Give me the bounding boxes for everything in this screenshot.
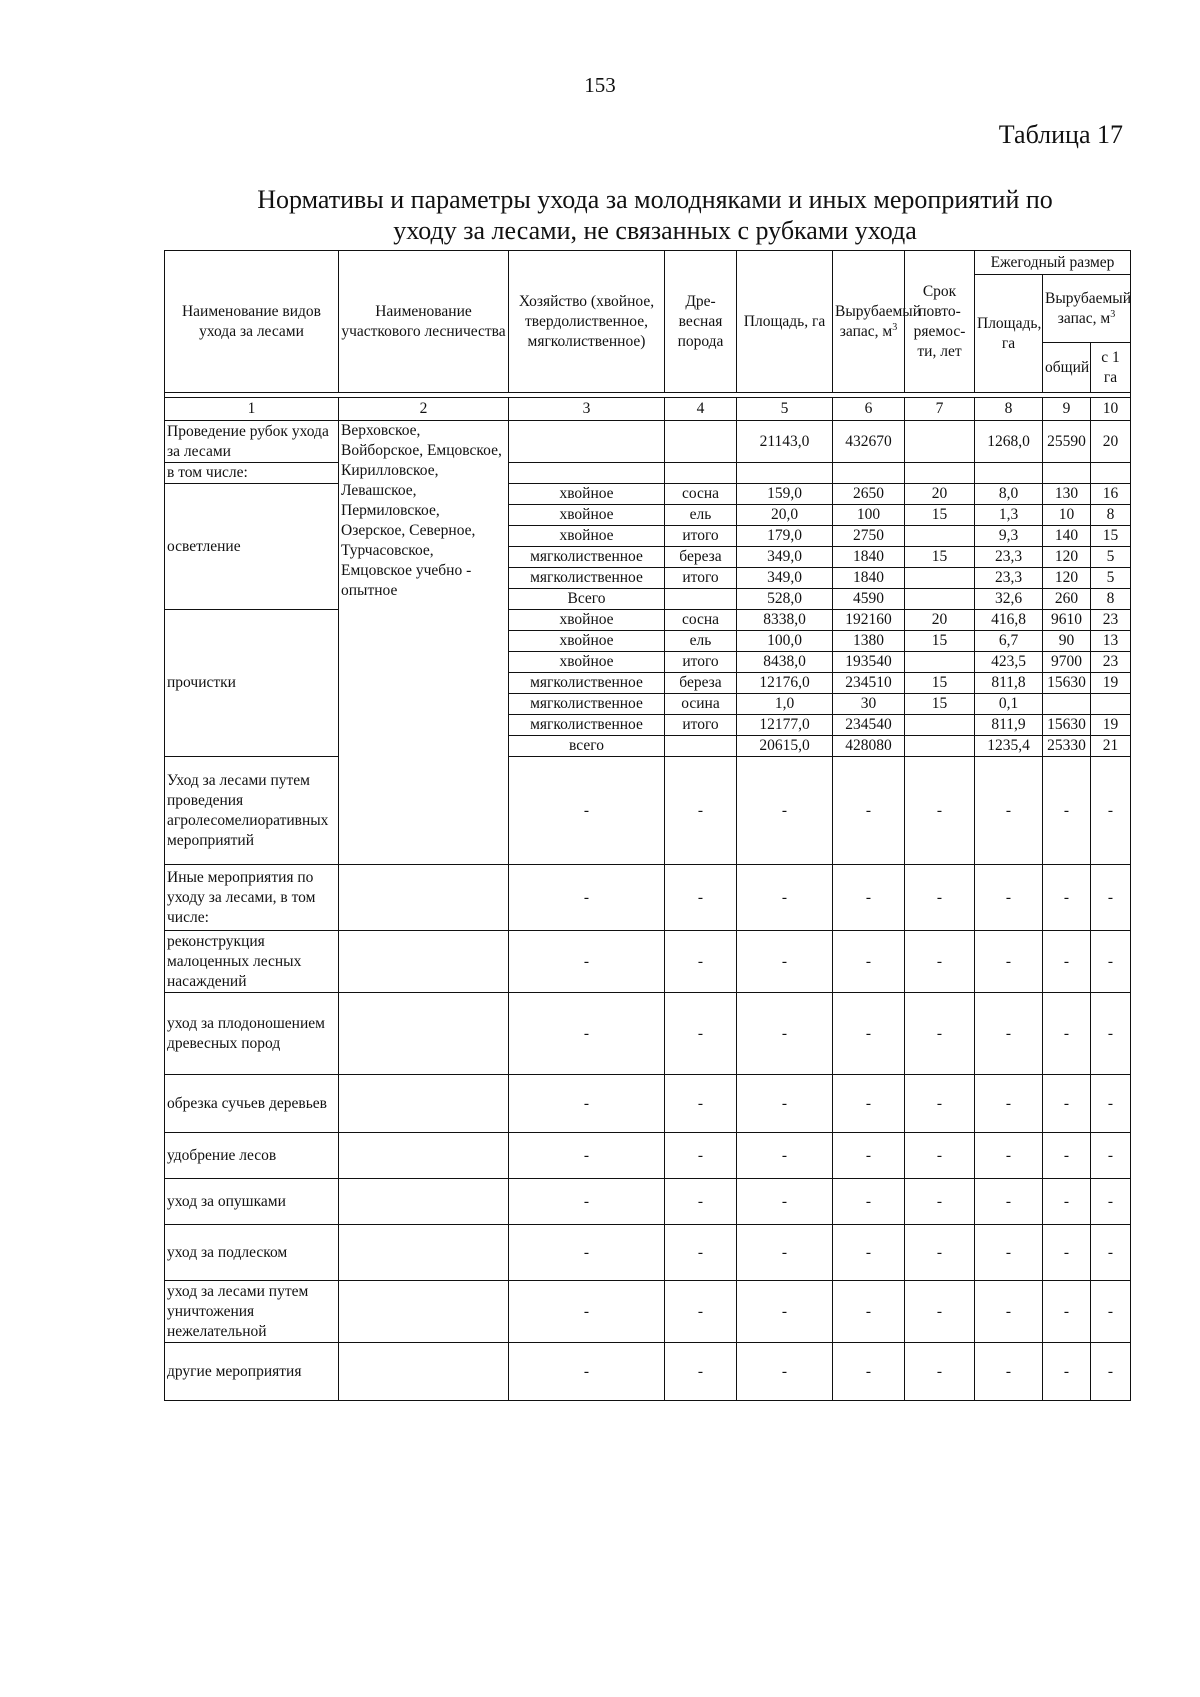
column-number: 3: [509, 398, 665, 421]
empty-cell: [833, 463, 905, 484]
cell-area: 21143,0: [737, 421, 833, 463]
activity-name: удобрение лесов: [165, 1133, 339, 1179]
cell-per-ha: 8: [1091, 505, 1131, 526]
cell-species: [665, 589, 737, 610]
cell-annual-area: 9,3: [975, 526, 1043, 547]
header-col-8: Площадь, га: [975, 275, 1043, 393]
header-col-4: Дре-весная порода: [665, 251, 737, 393]
dash-cell: -: [975, 993, 1043, 1075]
dash-cell: -: [975, 1179, 1043, 1225]
cell-volume: 1380: [833, 631, 905, 652]
cell-period: 15: [905, 547, 975, 568]
cell-per-ha: 19: [1091, 715, 1131, 736]
dash-cell: -: [905, 1179, 975, 1225]
cell-period: 15: [905, 631, 975, 652]
cell-species: ель: [665, 631, 737, 652]
table-row: [165, 421, 1131, 463]
header-col-3: Хозяйство (хвойное, твердолиственное, мягколиственное): [509, 251, 665, 393]
cell-annual-total: 9700: [1043, 652, 1091, 673]
cell-volume: 234510: [833, 673, 905, 694]
cell-annual-total: [1043, 694, 1091, 715]
dash-cell: -: [737, 1343, 833, 1401]
cell-period: [905, 652, 975, 673]
cell-farm: всего: [509, 736, 665, 757]
column-number: 8: [975, 398, 1043, 421]
dash-cell: -: [905, 1281, 975, 1343]
table-row: [165, 1281, 1131, 1343]
cell-period: 15: [905, 505, 975, 526]
dash-cell: -: [1091, 931, 1131, 993]
dash-cell: -: [737, 1133, 833, 1179]
dash-cell: -: [833, 1075, 905, 1133]
cell-farm: хвойное: [509, 652, 665, 673]
activity-name: уход за подлеском: [165, 1225, 339, 1281]
dash-cell: -: [905, 757, 975, 865]
dash-cell: -: [509, 865, 665, 931]
column-number: 4: [665, 398, 737, 421]
cell-species: береза: [665, 673, 737, 694]
dash-cell: -: [833, 865, 905, 931]
cell-volume: 2650: [833, 484, 905, 505]
empty-cell: [339, 1075, 509, 1133]
dash-cell: -: [1043, 1225, 1091, 1281]
dash-cell: -: [833, 931, 905, 993]
cell-annual-area: 32,6: [975, 589, 1043, 610]
dash-cell: -: [905, 1075, 975, 1133]
dash-cell: -: [1043, 757, 1091, 865]
header-col-7: Срок повто-ряемос-ти, лет: [905, 251, 975, 393]
dash-cell: -: [509, 931, 665, 993]
cell-volume: 100: [833, 505, 905, 526]
dash-cell: -: [737, 1179, 833, 1225]
cell-period: 15: [905, 694, 975, 715]
cell-annual-total: 25330: [1043, 736, 1091, 757]
column-number: 10: [1091, 398, 1131, 421]
cell-annual-area: 1268,0: [975, 421, 1043, 463]
empty-cell: [339, 1281, 509, 1343]
dash-cell: -: [665, 1075, 737, 1133]
dash-cell: -: [1043, 931, 1091, 993]
osvetlenie-name: осветление: [165, 484, 339, 610]
table-row: [165, 1179, 1131, 1225]
dash-cell: -: [509, 1133, 665, 1179]
table-title-line-1: Нормативы и параметры ухода за молодняками и иных мероприятий по: [257, 185, 1053, 214]
header-col-9: общий: [1043, 343, 1091, 393]
cell-farm: мягколиственное: [509, 568, 665, 589]
empty-cell: [509, 463, 665, 484]
cell-annual-area: 23,3: [975, 568, 1043, 589]
cell-annual-area: 1235,4: [975, 736, 1043, 757]
cell-area: 349,0: [737, 547, 833, 568]
table-row: [165, 757, 1131, 865]
cell-annual-total: 260: [1043, 589, 1091, 610]
dash-cell: -: [737, 1075, 833, 1133]
header-col-2: Наименование участкового лесничества: [339, 251, 509, 393]
dash-cell: -: [905, 1133, 975, 1179]
cell-per-ha: 19: [1091, 673, 1131, 694]
cell-species: [665, 421, 737, 463]
dash-cell: -: [737, 931, 833, 993]
table-title-line-2: уходу за лесами, не связанных с рубками ухода: [393, 216, 917, 245]
dash-cell: -: [665, 1343, 737, 1401]
table-row: [165, 931, 1131, 993]
cell-area: 20,0: [737, 505, 833, 526]
cell-annual-total: 15630: [1043, 673, 1091, 694]
cell-annual-total: 10: [1043, 505, 1091, 526]
cell-period: [905, 736, 975, 757]
cell-volume: 2750: [833, 526, 905, 547]
cell-volume: 4590: [833, 589, 905, 610]
empty-cell: [339, 1179, 509, 1225]
cell-species: береза: [665, 547, 737, 568]
empty-cell: [339, 931, 509, 993]
cell-annual-total: 9610: [1043, 610, 1091, 631]
dash-cell: -: [1043, 1075, 1091, 1133]
dash-cell: -: [833, 1343, 905, 1401]
table-row: [165, 463, 1131, 484]
dash-cell: -: [509, 1281, 665, 1343]
cell-volume: 193540: [833, 652, 905, 673]
cell-annual-area: 811,8: [975, 673, 1043, 694]
header-volume-sup: 3: [1110, 308, 1116, 320]
cell-per-ha: 23: [1091, 652, 1131, 673]
dash-cell: -: [1091, 1225, 1131, 1281]
column-number: 5: [737, 398, 833, 421]
cell-farm: хвойное: [509, 610, 665, 631]
header-col-6-sup: 3: [892, 321, 898, 333]
dash-cell: -: [833, 1179, 905, 1225]
table-row: [165, 1133, 1131, 1179]
dash-cell: -: [833, 1133, 905, 1179]
dash-cell: -: [737, 1281, 833, 1343]
column-number: 6: [833, 398, 905, 421]
dash-cell: -: [509, 1225, 665, 1281]
cell-volume: 1840: [833, 568, 905, 589]
cell-per-ha: 21: [1091, 736, 1131, 757]
cell-species: [665, 736, 737, 757]
dash-cell: -: [975, 931, 1043, 993]
column-number: 1: [165, 398, 339, 421]
dash-cell: -: [1043, 1281, 1091, 1343]
prochistki-name: прочистки: [165, 610, 339, 757]
empty-cell: [1091, 463, 1131, 484]
cell-annual-area: 811,9: [975, 715, 1043, 736]
dash-cell: -: [665, 1179, 737, 1225]
table-row: [165, 1343, 1131, 1401]
cell-annual-area: 1,3: [975, 505, 1043, 526]
dash-cell: -: [665, 757, 737, 865]
empty-cell: [339, 993, 509, 1075]
table-row: [165, 610, 1131, 631]
dash-cell: -: [665, 1281, 737, 1343]
cell-per-ha: [1091, 694, 1131, 715]
dash-cell: -: [905, 993, 975, 1075]
header-volume: [1043, 275, 1131, 343]
cell-period: 20: [905, 484, 975, 505]
dash-cell: -: [975, 1281, 1043, 1343]
cell-period: [905, 421, 975, 463]
cell-volume: 432670: [833, 421, 905, 463]
dash-cell: -: [1043, 1343, 1091, 1401]
dash-cell: -: [509, 1075, 665, 1133]
activity-name: Уход за лесами путем проведения агролесомелиоративных мероприятий: [165, 757, 339, 865]
dash-cell: -: [833, 1281, 905, 1343]
dash-cell: -: [665, 1133, 737, 1179]
dash-cell: -: [509, 993, 665, 1075]
forestries-list: Верховское, Войборское, Емцовское, Кирилловское, Левашское, Пермиловское, Озерское, Северное, Турчасовское, Емцовское учебно - опытное: [339, 421, 509, 865]
dash-cell: -: [737, 865, 833, 931]
header-col-6-text: Вырубаемый запас, м: [835, 302, 922, 340]
dash-cell: -: [975, 865, 1043, 931]
dash-cell: -: [1043, 1179, 1091, 1225]
cell-species: ель: [665, 505, 737, 526]
cell-per-ha: 15: [1091, 526, 1131, 547]
table-row: [165, 484, 1131, 505]
column-number: 2: [339, 398, 509, 421]
cell-area: 179,0: [737, 526, 833, 547]
table-row: [165, 1075, 1131, 1133]
header-col-10: с 1 га: [1091, 343, 1131, 393]
cell-area: 12177,0: [737, 715, 833, 736]
dash-cell: -: [1091, 993, 1131, 1075]
dash-cell: -: [1091, 1343, 1131, 1401]
cell-period: [905, 715, 975, 736]
cell-annual-area: 23,3: [975, 547, 1043, 568]
cell-volume: 428080: [833, 736, 905, 757]
dash-cell: -: [665, 993, 737, 1075]
dash-cell: -: [1043, 993, 1091, 1075]
empty-cell: [339, 1133, 509, 1179]
cell-species: сосна: [665, 484, 737, 505]
cell-annual-total: 120: [1043, 568, 1091, 589]
dash-cell: -: [833, 757, 905, 865]
dash-cell: -: [975, 757, 1043, 865]
cell-per-ha: 5: [1091, 547, 1131, 568]
cell-annual-area: 423,5: [975, 652, 1043, 673]
cell-area: 159,0: [737, 484, 833, 505]
dash-cell: -: [1091, 865, 1131, 931]
cell-farm: Всего: [509, 589, 665, 610]
dash-cell: -: [975, 1343, 1043, 1401]
dash-cell: -: [737, 993, 833, 1075]
dash-cell: -: [1091, 1133, 1131, 1179]
cell-annual-area: 8,0: [975, 484, 1043, 505]
table-row: [165, 865, 1131, 931]
dash-cell: -: [737, 757, 833, 865]
header-volume-text: Вырубаемый запас, м: [1045, 289, 1132, 327]
cell-per-ha: 23: [1091, 610, 1131, 631]
activity-name: реконструкция малоценных лесных насаждений: [165, 931, 339, 993]
cell-annual-total: 25590: [1043, 421, 1091, 463]
activity-name: Иные мероприятия по уходу за лесами, в том числе:: [165, 865, 339, 931]
empty-cell: [339, 1225, 509, 1281]
cell-farm: хвойное: [509, 631, 665, 652]
cell-per-ha: 8: [1091, 589, 1131, 610]
empty-cell: [905, 463, 975, 484]
cell-annual-area: 6,7: [975, 631, 1043, 652]
header-col-6: [833, 251, 922, 393]
cell-area: 349,0: [737, 568, 833, 589]
cell-species: сосна: [665, 610, 737, 631]
dash-cell: -: [905, 931, 975, 993]
cell-annual-total: 140: [1043, 526, 1091, 547]
cell-species: итого: [665, 526, 737, 547]
cell-annual-total: 90: [1043, 631, 1091, 652]
dash-cell: -: [737, 1225, 833, 1281]
dash-cell: -: [665, 1225, 737, 1281]
table-title: [165, 184, 1145, 246]
dash-cell: -: [975, 1075, 1043, 1133]
cell-period: [905, 526, 975, 547]
cell-annual-total: 15630: [1043, 715, 1091, 736]
cell-area: 8338,0: [737, 610, 833, 631]
activity-name: уход за плодоношением древесных пород: [165, 993, 339, 1075]
cell-area: 528,0: [737, 589, 833, 610]
cell-volume: 234540: [833, 715, 905, 736]
header-col-1: Наименование видов ухода за лесами: [165, 251, 339, 393]
cell-species: итого: [665, 568, 737, 589]
dash-cell: -: [833, 993, 905, 1075]
cell-farm: [509, 421, 665, 463]
dash-cell: -: [509, 1343, 665, 1401]
dash-cell: -: [833, 1225, 905, 1281]
activity-name: уход за опушками: [165, 1179, 339, 1225]
table-row: [165, 1225, 1131, 1281]
header-annual: Ежегодный размер: [975, 251, 1131, 275]
dash-cell: -: [509, 1179, 665, 1225]
cell-area: 1,0: [737, 694, 833, 715]
empty-cell: [737, 463, 833, 484]
empty-cell: [339, 865, 509, 931]
cell-period: [905, 568, 975, 589]
cell-per-ha: 5: [1091, 568, 1131, 589]
cell-farm: хвойное: [509, 484, 665, 505]
dash-cell: -: [975, 1133, 1043, 1179]
empty-cell: [975, 463, 1043, 484]
dash-cell: -: [905, 1343, 975, 1401]
cell-period: [905, 589, 975, 610]
cell-area: 100,0: [737, 631, 833, 652]
activity-name: Проведение рубок ухода за лесами: [165, 421, 339, 463]
cell-per-ha: 20: [1091, 421, 1131, 463]
table-row: [165, 993, 1131, 1075]
cell-volume: 192160: [833, 610, 905, 631]
cell-farm: мягколиственное: [509, 547, 665, 568]
cell-annual-total: 120: [1043, 547, 1091, 568]
dash-cell: -: [1091, 757, 1131, 865]
header-col-5: Площадь, га: [737, 251, 833, 393]
page-number: 153: [584, 73, 616, 97]
cell-annual-area: 0,1: [975, 694, 1043, 715]
cell-species: итого: [665, 715, 737, 736]
cell-species: осина: [665, 694, 737, 715]
cell-area: 8438,0: [737, 652, 833, 673]
activity-name: уход за лесами путем уничтожения нежелательной: [165, 1281, 339, 1343]
cell-area: 12176,0: [737, 673, 833, 694]
activity-name: обрезка сучьев деревьев: [165, 1075, 339, 1133]
column-number: 9: [1043, 398, 1091, 421]
dash-cell: -: [509, 757, 665, 865]
dash-cell: -: [665, 931, 737, 993]
activity-name: другие мероприятия: [165, 1343, 339, 1401]
including-label: в том числе:: [165, 463, 339, 484]
dash-cell: -: [1091, 1281, 1131, 1343]
dash-cell: -: [1043, 1133, 1091, 1179]
dash-cell: -: [1091, 1075, 1131, 1133]
dash-cell: -: [1091, 1179, 1131, 1225]
cell-volume: 30: [833, 694, 905, 715]
cell-farm: хвойное: [509, 505, 665, 526]
cell-annual-total: 130: [1043, 484, 1091, 505]
dash-cell: -: [905, 865, 975, 931]
dash-cell: -: [1043, 865, 1091, 931]
cell-period: 20: [905, 610, 975, 631]
cell-annual-area: 416,8: [975, 610, 1043, 631]
cell-volume: 1840: [833, 547, 905, 568]
column-number: 7: [905, 398, 975, 421]
table-label: Таблица 17: [998, 120, 1123, 149]
cell-period: 15: [905, 673, 975, 694]
cell-species: итого: [665, 652, 737, 673]
cell-farm: хвойное: [509, 526, 665, 547]
empty-cell: [1043, 463, 1091, 484]
dash-cell: -: [665, 865, 737, 931]
norms-table: [164, 250, 1131, 1401]
empty-cell: [665, 463, 737, 484]
dash-cell: -: [975, 1225, 1043, 1281]
cell-per-ha: 16: [1091, 484, 1131, 505]
empty-cell: [339, 1343, 509, 1401]
cell-farm: мягколиственное: [509, 715, 665, 736]
cell-farm: мягколиственное: [509, 694, 665, 715]
cell-farm: мягколиственное: [509, 673, 665, 694]
cell-per-ha: 13: [1091, 631, 1131, 652]
dash-cell: -: [905, 1225, 975, 1281]
cell-area: 20615,0: [737, 736, 833, 757]
